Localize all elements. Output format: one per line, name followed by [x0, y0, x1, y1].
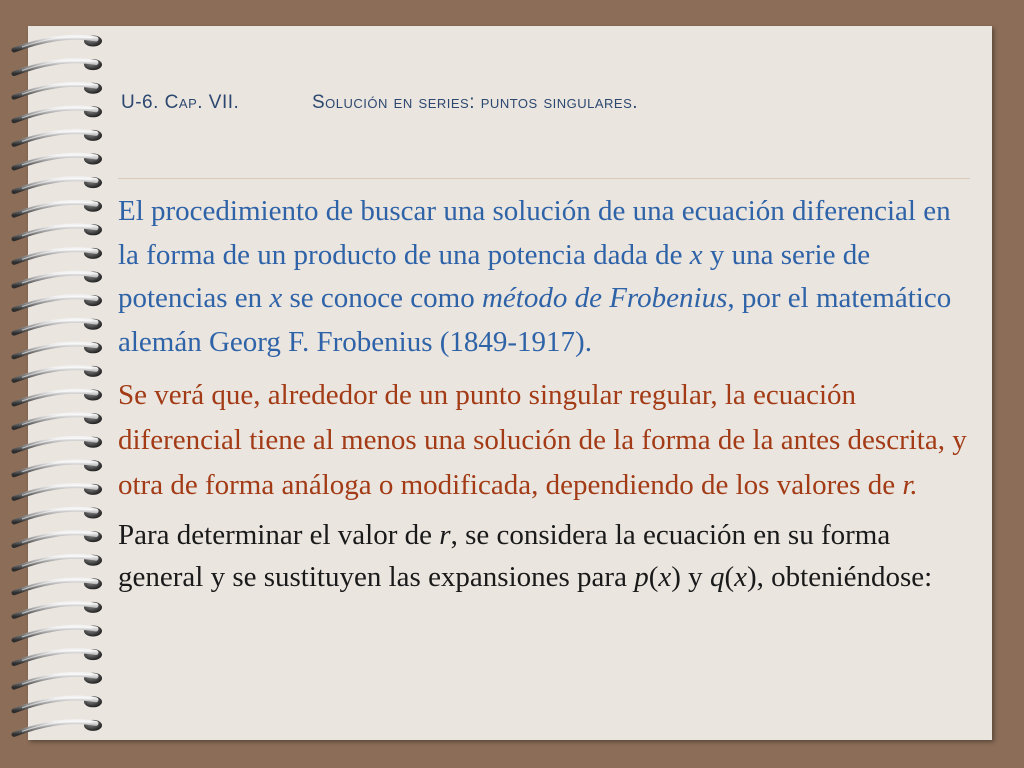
slide-body: [118, 190, 978, 598]
text-run: Se verá que, alrededor de un punto singular regular, la ecuación diferencial tiene al menos una solución de la forma de la antes descrita, y otra de forma análoga o modificada, dependiendo de los valores de: [118, 379, 967, 501]
slide-title: Solución en series: puntos singulares.: [312, 92, 639, 113]
chapter-label: U-6. Cap. VII.: [121, 92, 240, 113]
spiral-ring: [14, 460, 102, 475]
variable-x: x: [689, 238, 703, 271]
spiral-ring: [14, 484, 102, 499]
spiral-ring: [14, 555, 102, 570]
function-q: q: [709, 561, 725, 593]
text-run: ), obteniéndose:: [746, 561, 933, 593]
variable-r: r: [439, 519, 451, 551]
spiral-ring: [14, 508, 102, 523]
spiral-ring: [14, 437, 102, 452]
spiral-ring: [14, 720, 102, 735]
variable-r: r.: [902, 469, 918, 501]
method-name: método de Frobenius: [481, 282, 728, 314]
text-run: Para determinar el valor de: [118, 519, 440, 551]
spiral-ring: [14, 154, 102, 169]
spiral-ring: [14, 390, 102, 405]
spiral-ring: [14, 224, 102, 239]
text-run: ) y: [671, 561, 710, 593]
paragraph-regular-singular-point: [118, 373, 978, 508]
paragraph-determine-r: [118, 514, 978, 598]
spiral-ring: [14, 531, 102, 546]
variable-x: x: [658, 561, 672, 593]
spiral-ring: [14, 36, 102, 51]
spiral-ring: [14, 248, 102, 263]
spiral-ring: [14, 201, 102, 216]
spiral-ring: [14, 602, 102, 617]
text-run: y una serie de potencias en: [118, 238, 871, 314]
variable-x: x: [269, 282, 283, 314]
text-run: , se considera la ecuación en su forma general y se sustituyen las expansiones para: [118, 519, 891, 593]
text-run: se conoce como: [282, 282, 482, 314]
function-p: p: [634, 561, 649, 593]
text-run: (: [724, 561, 735, 593]
spiral-ring: [14, 578, 102, 593]
spiral-ring: [14, 649, 102, 664]
text-run: (: [648, 561, 659, 593]
spiral-ring: [14, 106, 102, 121]
header-divider: [118, 178, 970, 179]
spiral-ring: [14, 366, 102, 381]
spiral-ring: [14, 295, 102, 310]
variable-x: x: [734, 561, 747, 593]
spiral-ring: [14, 272, 102, 287]
spiral-ring: [14, 130, 102, 145]
spiral-binding: [0, 0, 120, 768]
paragraph-frobenius-intro: [118, 190, 978, 364]
spiral-ring: [14, 319, 102, 334]
spiral-ring: [14, 626, 102, 641]
text-run: El procedimiento de buscar una solución de una ecuación diferencial en la forma de un producto de una potencia dada de: [118, 195, 951, 271]
text-run: , por el matemático alemán Georg F. Frobenius (1849-1917).: [118, 282, 952, 358]
slide-header: [121, 92, 961, 114]
spiral-ring: [14, 342, 102, 357]
spiral-ring: [14, 83, 102, 98]
spiral-ring: [14, 59, 102, 74]
spiral-ring: [14, 177, 102, 192]
spiral-ring: [14, 673, 102, 688]
spiral-ring: [14, 413, 102, 428]
spiral-ring: [14, 696, 102, 711]
